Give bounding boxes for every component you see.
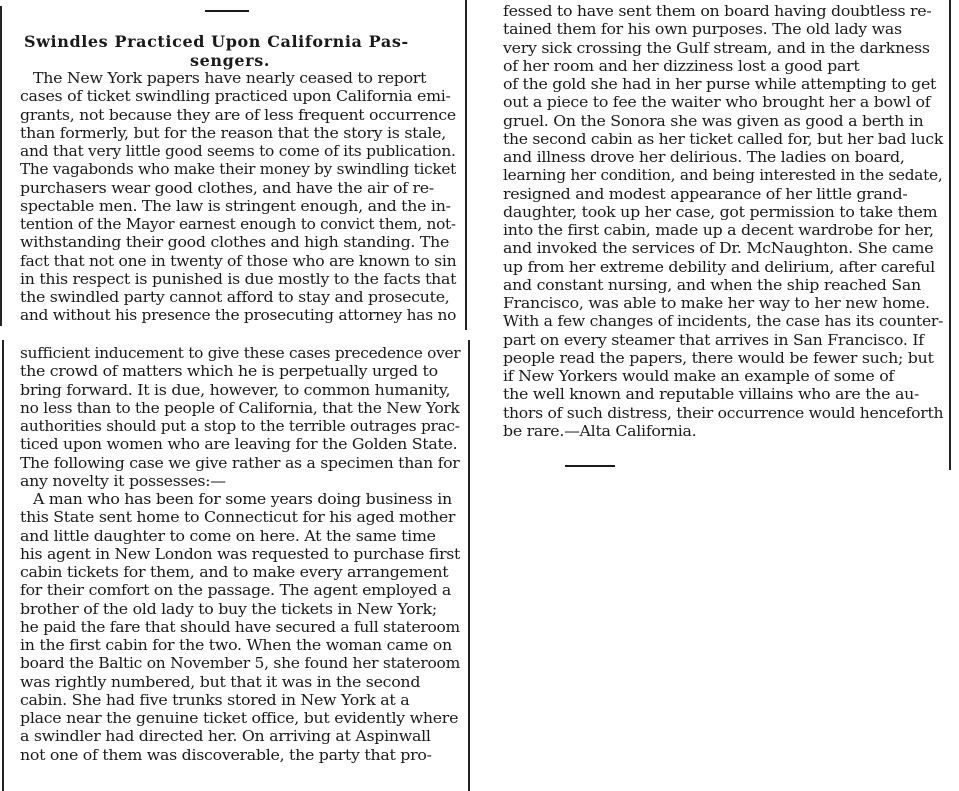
text-line: and without his presence the prosecuting attorney has no xyxy=(20,307,457,325)
text-line: spectable men. The law is stringent enough, and the in- xyxy=(20,197,451,215)
article-title xyxy=(20,32,460,70)
text-line: resigned and modest appearance of her little grand- xyxy=(503,185,908,203)
text-line: Francisco, was able to make her way to her new home. xyxy=(503,295,930,312)
text-line: daughter, took up her case, got permission to take them xyxy=(503,203,938,221)
text-line: A man who has been for some years doing business in xyxy=(32,491,452,508)
text-line: into the first cabin, made up a decent wardrobe for her, xyxy=(503,222,934,239)
text-line: grants, not because they are of less frequent occurrence xyxy=(20,106,456,124)
text-line: and that very little good seems to come of its publication. xyxy=(20,143,456,160)
article-column-1-top xyxy=(20,32,460,332)
text-line: be rare.—Alta California. xyxy=(503,422,697,440)
text-line: this State sent home to Connecticut for his aged mother xyxy=(20,509,456,527)
text-line: cabin. She had five trunks stored in New York at a xyxy=(20,691,410,709)
text-line: ticed upon women who are leaving for the Golden State. xyxy=(20,436,458,454)
text-line: authorities should put a stop to the terrible outrages prac- xyxy=(20,418,460,435)
title-line-2: sengers. xyxy=(190,51,270,70)
paragraph-1 xyxy=(20,70,460,326)
text-line: gruel. On the Sonora she was given as good a berth in xyxy=(503,112,924,130)
text-line: cases of ticket swindling practiced upon California emi- xyxy=(20,88,451,106)
text-line: very sick crossing the Gulf stream, and in the darkness xyxy=(503,39,930,57)
text-line: the crowd of matters which he is perpetually urged to xyxy=(20,363,438,381)
text-line: if New Yorkers would make an example of some of xyxy=(503,368,894,385)
text-line: his agent in New London was requested to purchase first xyxy=(20,545,461,563)
paragraph-2 xyxy=(20,345,464,765)
text-line: the second cabin as her ticket called for, but her bad luck xyxy=(503,130,944,148)
column-divider-mid xyxy=(465,0,467,330)
article-column-1-bottom xyxy=(20,345,464,791)
column-divider-left-top xyxy=(0,6,2,326)
column-divider-right xyxy=(949,0,951,470)
title-line-1: Swindles Practiced Upon California Pas- xyxy=(24,32,409,51)
text-line: sufficient inducement to give these cases precedence over xyxy=(20,345,461,362)
text-line: brother of the old lady to buy the tickets in New York; xyxy=(20,600,437,618)
text-line: and constant nursing, and when the ship reached San xyxy=(503,276,921,294)
column-divider-mid-lower xyxy=(468,340,470,791)
text-line: and little daughter to come on here. At the same time xyxy=(20,527,436,545)
text-line: The following case we give rather as a specimen than for xyxy=(20,454,460,472)
text-line: tention of the Mayor earnest enough to convict them, not- xyxy=(20,216,456,233)
text-line: he paid the fare that should have secured a full stateroom xyxy=(20,618,460,636)
text-line: part on every steamer that arrives in San Francisco. If xyxy=(503,331,924,349)
text-line: fact that not one in twenty of those who are known to sin xyxy=(20,252,457,270)
text-line: up from her extreme debility and delirium, after careful xyxy=(503,258,935,276)
text-line: in the first cabin for the two. When the woman came on xyxy=(20,637,452,654)
text-line: people read the papers, there would be fewer such; but xyxy=(503,349,934,367)
text-line: bring forward. It is due, however, to common humanity, xyxy=(20,381,451,399)
text-line: no less than to the people of California, that the New York xyxy=(20,399,460,417)
text-line: in this respect is punished is due mostly to the facts that xyxy=(20,270,457,288)
text-line: The New York papers have nearly ceased to report xyxy=(32,70,427,87)
text-line: purchasers wear good clothes, and have the air of re- xyxy=(20,179,434,197)
end-rule xyxy=(565,465,615,467)
text-line: cabin tickets for them, and to make every arrangement xyxy=(20,564,449,581)
text-line: tained them for his own purposes. The old lady was xyxy=(503,21,902,39)
text-line: any novelty it possesses:— xyxy=(20,472,226,490)
text-line: of her room and her dizziness lost a good part xyxy=(503,57,860,75)
text-line: was rightly numbered, but that it was in the second xyxy=(20,673,421,691)
text-line: the well known and reputable villains who are the au- xyxy=(503,386,920,404)
text-line: and invoked the services of Dr. McNaughton. She came xyxy=(503,240,934,258)
top-rule xyxy=(205,10,249,12)
text-line: learning her condition, and being interested in the sedate, xyxy=(503,167,943,185)
text-line: thors of such distress, their occurrence would henceforth xyxy=(503,404,944,422)
text-line: place near the genuine ticket office, but evidently where xyxy=(20,710,459,727)
text-line: the swindled party cannot afford to stay and prosecute, xyxy=(20,289,450,306)
paragraph-3 xyxy=(503,3,945,441)
text-line: withstanding their good clothes and high standing. The xyxy=(20,234,450,252)
column-divider-left-bottom xyxy=(2,340,4,791)
text-line: a swindler had directed her. On arriving at Aspinwall xyxy=(20,728,431,746)
text-line: for their comfort on the passage. The agent employed a xyxy=(20,582,452,600)
text-line: not one of them was discoverable, the party that pro- xyxy=(20,746,432,764)
text-line: out a piece to fee the waiter who brought her a bowl of xyxy=(503,94,931,112)
text-line: board the Baltic on November 5, she found her stateroom xyxy=(20,655,460,673)
text-line: than formerly, but for the reason that the story is stale, xyxy=(20,124,446,142)
text-line: fessed to have sent them on board having doubtless re- xyxy=(503,3,932,20)
article-column-2 xyxy=(503,3,945,463)
text-line: With a few changes of incidents, the case has its counter- xyxy=(503,313,944,331)
text-line: The vagabonds who make their money by swindling ticket xyxy=(20,161,456,179)
text-line: of the gold she had in her purse while attempting to get xyxy=(503,76,937,93)
text-line: and illness drove her delirious. The ladies on board, xyxy=(503,149,905,166)
